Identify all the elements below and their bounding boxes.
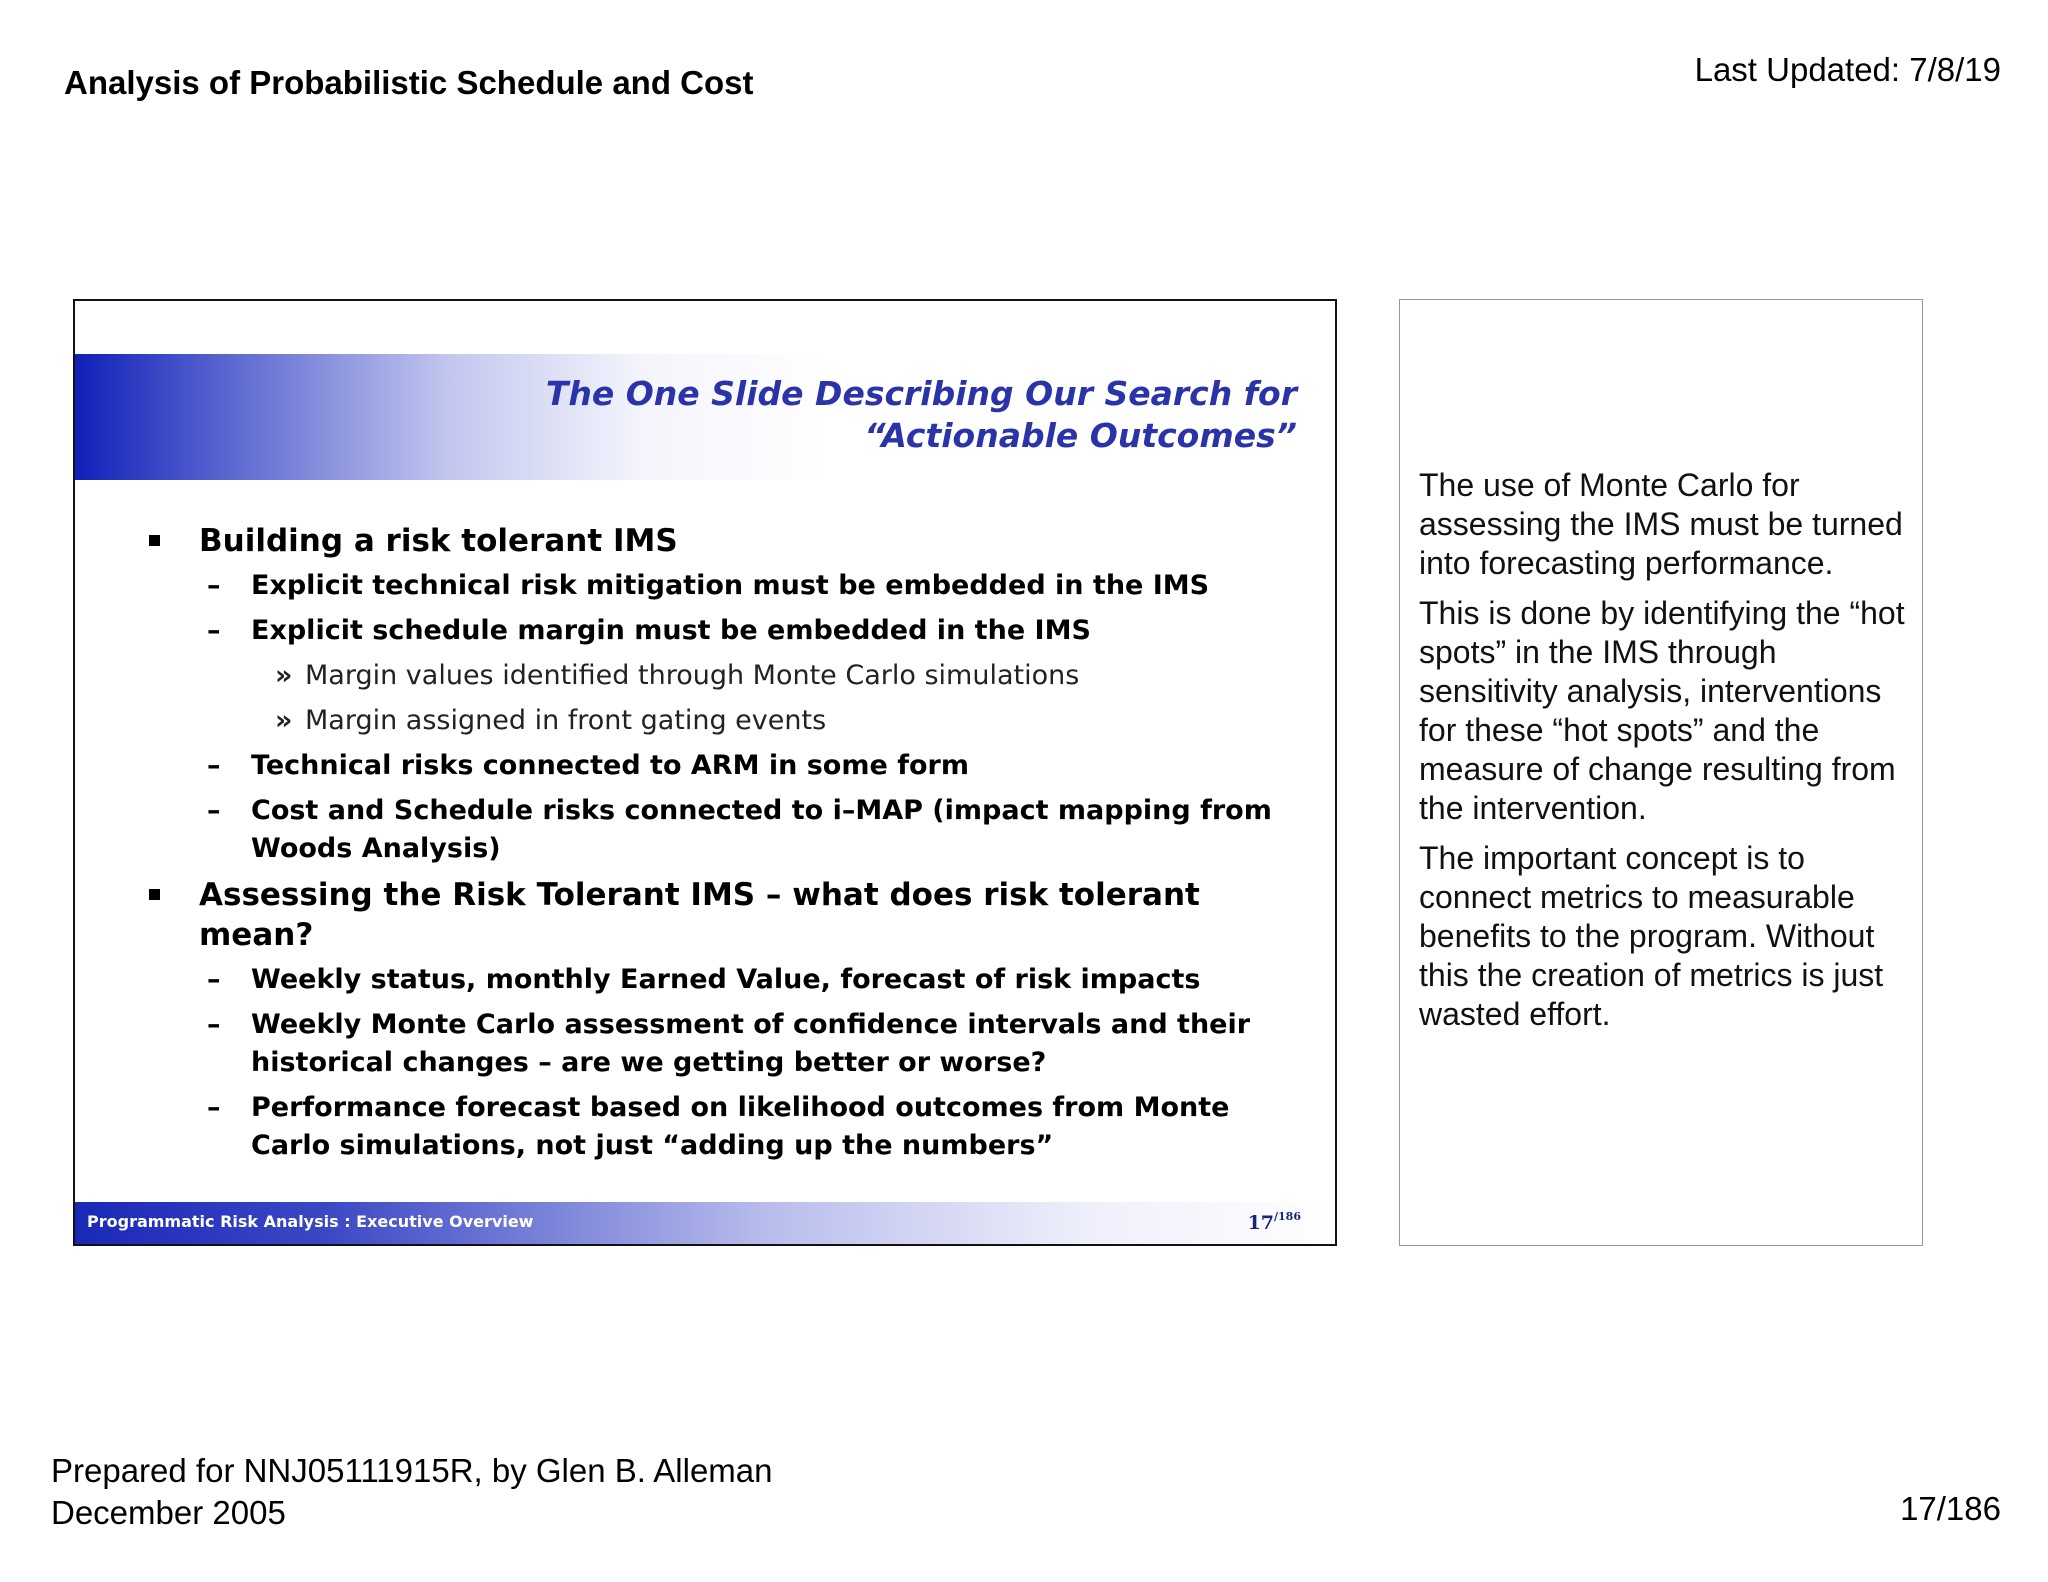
slide-page-total: /186 [1274,1210,1301,1223]
prepared-for-line: Prepared for NNJ05111915R, by Glen B. Alleman [51,1452,773,1489]
slide-footer-label: Programmatic Risk Analysis : Executive Overview [87,1212,534,1231]
prepared-date: December 2005 [51,1494,286,1531]
speaker-notes-box [1399,299,1923,1246]
bullet-level-2: – Cost and Schedule risks connected to i–MAP (impact mapping from Woods Analysis) [149,792,1309,868]
last-updated-date: Last Updated: 7/8/19 [1694,51,2001,88]
slide-page-current: 17 [1247,1212,1275,1234]
notes-paragraph: This is done by identifying the “hot spots” in the IMS through sensitivity analysis, interventions for these “hot spots” and the measure of change resulting from the intervention. [1419,595,1905,826]
bullet-level-2: – Weekly Monte Carlo assessment of confidence intervals and their historical changes – are we getting better or worse? [149,1006,1309,1082]
slide-title-line-1: The One Slide Describing Our Search for [545,374,1297,413]
document-title: Analysis of Probabilistic Schedule and Cost [64,64,754,101]
bullet-level-2: – Weekly status, monthly Earned Value, forecast of risk impacts [149,961,1309,999]
bullet-level-2: – Technical risks connected to ARM in some form [149,747,1309,785]
notes-paragraph: The important concept is to connect metrics to measurable benefits to the program. Without this the creation of metrics is just wasted effort. [1419,840,1884,1032]
bullet-level-2: – Performance forecast based on likelihood outcomes from Monte Carlo simulations, not just “adding up the numbers” [149,1089,1309,1165]
slide-page-number [1248,1212,1301,1234]
slide-footer-bar [75,1202,1335,1244]
bullet-level-1: Building a risk tolerant IMS [149,521,1309,561]
bullet-level-1: Assessing the Risk Tolerant IMS – what does risk tolerant mean? [149,875,1309,955]
bullet-level-3: » Margin assigned in front gating events [149,702,1309,740]
bullet-level-3: » Margin values identified through Monte Carlo simulations [149,657,1309,695]
slide-bullet-list [149,521,1309,1172]
bullet-level-2: – Explicit schedule margin must be embedded in the IMS [149,612,1309,650]
bullet-level-2: – Explicit technical risk mitigation must be embedded in the IMS [149,567,1309,605]
slide-title-line-2: “Actionable Outcomes” [864,416,1297,455]
slide-image [73,299,1337,1246]
prepared-for-block [51,1450,773,1534]
slide-title [397,373,1297,457]
notes-paragraph: The use of Monte Carlo for assessing the IMS must be turned into forecasting performance. [1419,467,1903,581]
page-number: 17/186 [1900,1490,2001,1527]
speaker-notes-text [1419,466,1911,1045]
